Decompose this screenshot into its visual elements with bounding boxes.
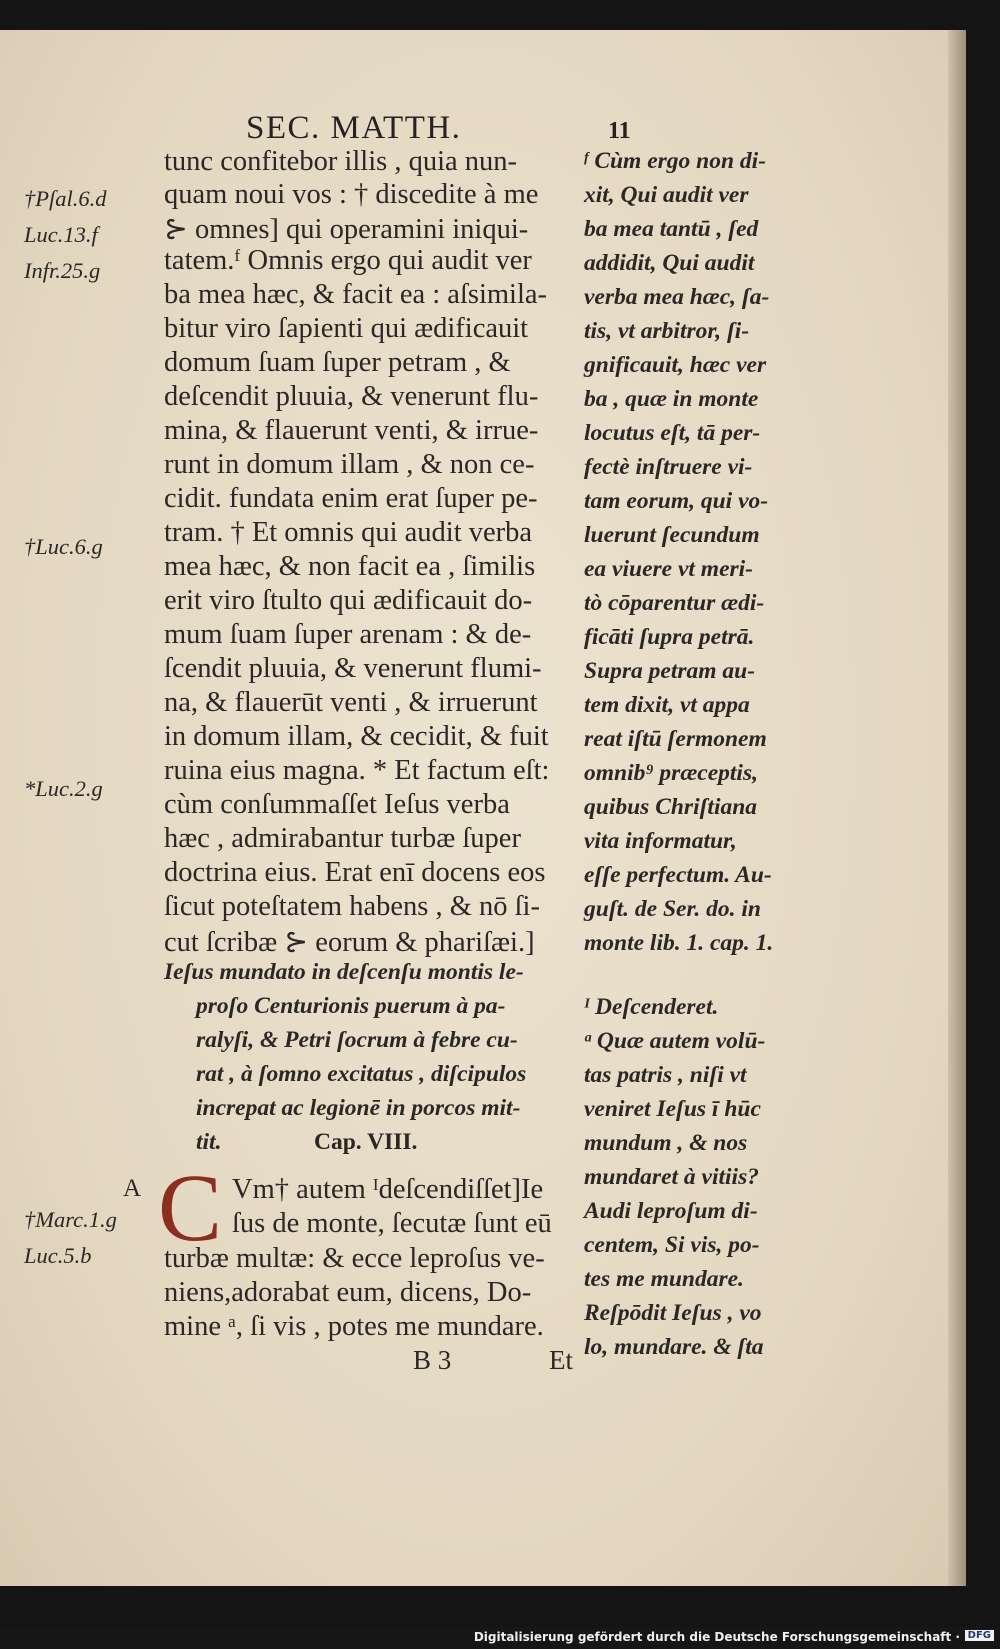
side-note-line: ficāti ſupra petrā. bbox=[584, 624, 755, 650]
main-line: tatem.ᶠ Omnis ergo qui audit ver bbox=[164, 245, 532, 276]
side-note-line: eſſe perfectum. Au- bbox=[584, 862, 772, 888]
summary-line: proſo Centurionis puerum à pa- bbox=[196, 993, 506, 1019]
side-note-line: ᴵ Deſcenderet. bbox=[584, 994, 719, 1020]
main-line: doctrina eius. Erat enī docens eos bbox=[164, 857, 546, 888]
chapter-line: mine ᵃ, ſi vis , potes me mundare. bbox=[164, 1311, 544, 1342]
main-line: ⊱ omnes] qui operamini iniqui- bbox=[164, 214, 529, 245]
side-note-line: quibus Chriſtiana bbox=[584, 794, 758, 820]
side-note-line: guſt. de Ser. do. in bbox=[584, 896, 761, 922]
side-note-line: tam eorum, qui vo- bbox=[584, 488, 769, 514]
folio-number: 11 bbox=[608, 118, 631, 144]
summary-line: rat , à ſomno excitatus , diſcipulos bbox=[196, 1061, 527, 1087]
main-line: tram. † Et omnis qui audit verba bbox=[164, 517, 533, 548]
side-note-line: tas patris , niſi vt bbox=[584, 1062, 747, 1088]
funding-text: Digitalisierung gefördert durch die Deutsche Forschungsgemeinschaft · bbox=[473, 1630, 960, 1644]
side-note-line: gnificauit, hæc ver bbox=[584, 352, 767, 378]
margin-ref: *Luc.2.g bbox=[24, 776, 103, 801]
side-note-line: lo, mundare. & ſta bbox=[584, 1334, 764, 1360]
summary-line: ralyſi, & Petri ſocrum à febre cu- bbox=[196, 1027, 518, 1053]
side-note-line: ᶠ Cùm ergo non di- bbox=[584, 148, 767, 174]
side-note-line: locutus eſt, tā per- bbox=[584, 420, 761, 446]
main-line: runt in domum illam , & non ce- bbox=[164, 449, 535, 480]
page-edge bbox=[948, 30, 966, 1586]
funding-bar bbox=[0, 1627, 1000, 1649]
main-line: mum ſuam ſuper arenam : & de- bbox=[164, 619, 532, 650]
side-note-line: vita informatur, bbox=[584, 828, 737, 854]
running-head: SEC. MATTH. bbox=[246, 110, 462, 146]
section-letter: A bbox=[123, 1175, 142, 1202]
margin-ref: †Marc.1.g bbox=[24, 1207, 117, 1232]
main-line: erit viro ſtulto qui ædificauit do- bbox=[164, 585, 533, 616]
side-note-line: addidit, Qui audit bbox=[584, 250, 755, 276]
main-line: ruina eius magna. * Et factum eſt: bbox=[164, 755, 550, 786]
side-note-line: tes me mundare. bbox=[584, 1266, 744, 1292]
summary-line: Ieſus mundato in deſcenſu montis le- bbox=[164, 959, 524, 985]
side-note-line: tis, vt arbitror, ſi- bbox=[584, 318, 750, 344]
main-line: bitur viro ſapienti qui ædificauit bbox=[164, 313, 529, 344]
main-line: hæc , admirabantur turbæ ſuper bbox=[164, 823, 521, 854]
side-note-line: mundaret à vitiis? bbox=[584, 1164, 759, 1190]
main-line: domum ſuam ſuper petram , & bbox=[164, 347, 511, 378]
side-note-line: ba mea tantū , ſed bbox=[584, 216, 759, 242]
main-line: mina, & flauerunt venti, & irrue- bbox=[164, 415, 539, 446]
side-note-line: luerunt ſecundum bbox=[584, 522, 760, 548]
margin-ref: †Luc.6.g bbox=[24, 534, 103, 559]
margin-ref: Infr.25.g bbox=[24, 258, 101, 283]
main-line: cidit. fundata enim erat ſuper pe- bbox=[164, 483, 538, 514]
side-note-line: Supra petram au- bbox=[584, 658, 756, 684]
chapter-line: Vm† autem ᴵdeſcendiſſet]Ie bbox=[232, 1174, 544, 1205]
side-note-line: Reſpōdit Ieſus , vo bbox=[584, 1300, 762, 1326]
main-line: deſcendit pluuia, & venerunt flu- bbox=[164, 381, 539, 412]
main-line: in domum illam, & cecidit, & fuit bbox=[164, 721, 549, 752]
side-note-line: Audi leproſum di- bbox=[584, 1198, 758, 1224]
side-note-line: ᵃ Quæ autem volū- bbox=[584, 1028, 766, 1054]
margin-ref: Luc.13.f bbox=[24, 222, 98, 247]
side-note-line: verba mea hæc, ſa- bbox=[584, 284, 770, 310]
side-note-line: omnib⁹ præceptis, bbox=[584, 760, 758, 786]
signature-mark: B 3 bbox=[413, 1345, 452, 1375]
summary-line: tit. bbox=[196, 1129, 222, 1155]
main-line: mea hæc, & non facit ea , ſimilis bbox=[164, 551, 536, 582]
side-note-line: ba , quæ in monte bbox=[584, 386, 759, 412]
side-note-line: ea viuere vt meri- bbox=[584, 556, 754, 582]
drop-cap-initial: C bbox=[158, 1154, 223, 1261]
main-line: ſcendit pluuia, & venerunt flumi- bbox=[164, 653, 542, 684]
side-note-line: veniret Ieſus ī hūc bbox=[584, 1096, 761, 1122]
margin-ref: Luc.5.b bbox=[24, 1243, 92, 1268]
side-note-line: tem dixit, vt appa bbox=[584, 692, 750, 718]
side-note-line: tò cōparentur ædi- bbox=[584, 590, 765, 616]
dfg-logo: DFG bbox=[965, 1630, 994, 1641]
main-line: cut ſcribæ ⊱ eorum & phariſæi.] bbox=[164, 927, 535, 958]
chapter-line: turbæ multæ: & ecce leproſus ve- bbox=[164, 1243, 545, 1274]
side-note-line: monte lib. 1. cap. 1. bbox=[584, 930, 774, 956]
catchword: Et bbox=[549, 1345, 573, 1375]
side-note-line: centem, Si vis, po- bbox=[584, 1232, 760, 1258]
main-line: quam noui vos : † discedite à me bbox=[164, 179, 539, 210]
side-note-line: fectè inſtruere vi- bbox=[584, 454, 753, 480]
main-line: cùm conſummaſſet Ieſus verba bbox=[164, 789, 510, 820]
chapter-line: niens,adorabat eum, dicens, Do- bbox=[164, 1277, 532, 1308]
side-note-line: reat iſtū ſermonem bbox=[584, 726, 767, 752]
main-line: ba mea hæc, & facit ea : aſsimila- bbox=[164, 279, 548, 310]
main-line: na, & flauerūt venti , & irruerunt bbox=[164, 687, 538, 718]
margin-ref: †Pſal.6.d bbox=[24, 186, 107, 211]
side-note-line: mundum , & nos bbox=[584, 1130, 748, 1156]
main-line: ſicut poteſtatem habens , & nō ſi- bbox=[164, 891, 540, 922]
chapter-label: Cap. VIII. bbox=[314, 1129, 418, 1155]
chapter-line: ſus de monte, ſecutæ ſunt eū bbox=[232, 1208, 552, 1239]
summary-line: increpat ac legionē in porcos mit- bbox=[196, 1095, 521, 1121]
main-line: tunc confitebor illis , quia nun- bbox=[164, 146, 518, 177]
side-note-line: xit, Qui audit ver bbox=[584, 182, 749, 208]
